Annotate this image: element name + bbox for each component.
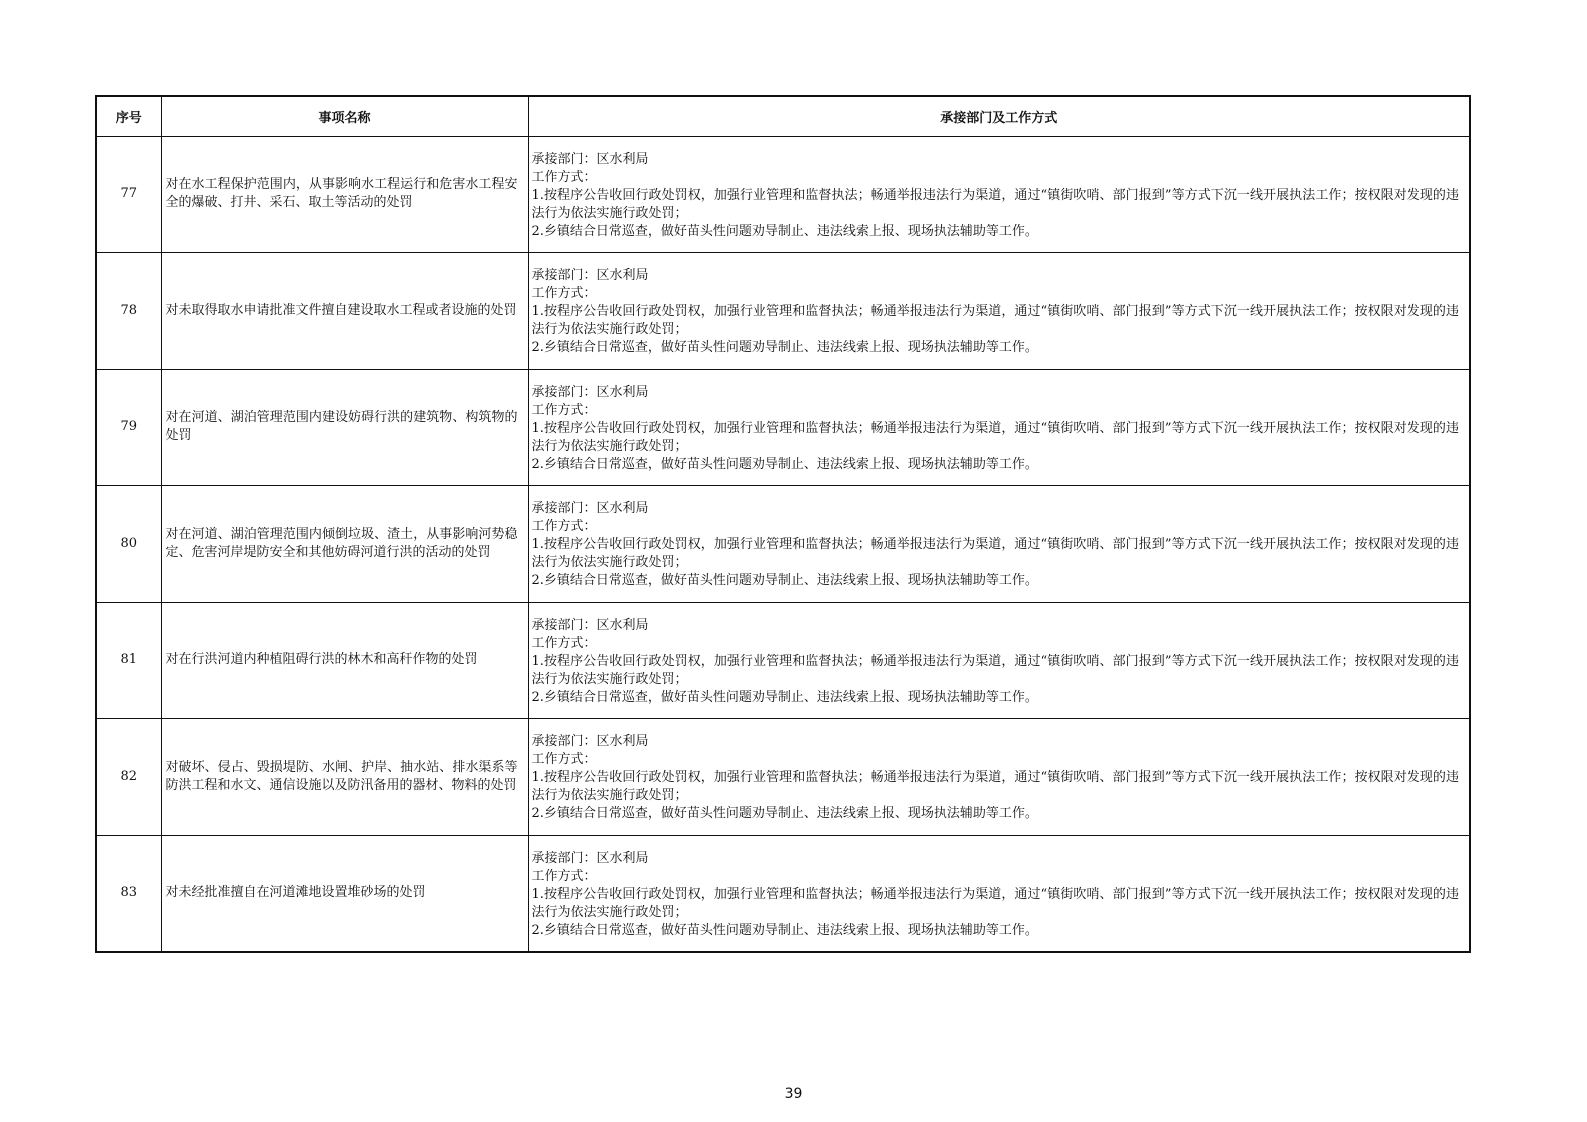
department-line: 承接部门：区水利局 — [531, 268, 649, 283]
page-number: 39 — [784, 1086, 803, 1102]
method-label: 工作方式： — [531, 519, 597, 534]
row-number: 81 — [96, 602, 161, 719]
department-line: 承接部门：区水利局 — [531, 501, 649, 516]
method-item-2: 2.乡镇结合日常巡查，做好苗头性问题劝导制止、违法线索上报、现场执法辅助等工作。 — [531, 806, 1038, 821]
method-item-1: 1.按程序公告收回行政处罚权，加强行业管理和监督执法；畅通举报违法行为渠道，通过“镇街吹哨、部门报到”等方式下沉一线开展执法工作；按权限对发现的违法行为依法实施行政处罚； — [531, 653, 1459, 687]
matter-name: 对未经批准擅自在河道滩地设置堆砂场的处罚 — [161, 835, 528, 952]
department-method-cell — [528, 253, 1470, 370]
department-line: 承接部门：区水利局 — [531, 617, 649, 633]
matter-name: 对破坏、侵占、毁损堤防、水闸、护岸、抽水站、排水渠系等防洪工程和水文、通信设施以及防汛备用的器材、物料的处罚 — [161, 719, 528, 836]
department-line: 承接部门：区水利局 — [531, 384, 649, 400]
department-method-cell — [528, 602, 1470, 719]
row-number: 79 — [96, 369, 161, 486]
matter-name: 对在河道、湖泊管理范围内建设妨碍行洪的建筑物、构筑物的处罚 — [161, 369, 528, 486]
method-label: 工作方式： — [531, 169, 597, 185]
table-row — [96, 719, 1470, 836]
method-item-1: 1.按程序公告收回行政处罚权，加强行业管理和监督执法；畅通举报违法行为渠道，通过“镇街吹哨、部门报到”等方式下沉一线开展执法工作；按权限对发现的违法行为依法实施行政处罚； — [531, 770, 1459, 803]
table-row — [96, 253, 1470, 370]
method-label: 工作方式： — [531, 635, 597, 651]
method-label: 工作方式： — [531, 286, 597, 301]
method-item-1: 1.按程序公告收回行政处罚权，加强行业管理和监督执法；畅通举报违法行为渠道，通过“镇街吹哨、部门报到”等方式下沉一线开展执法工作；按权限对发现的违法行为依法实施行政处罚； — [531, 886, 1459, 920]
method-label: 工作方式： — [531, 752, 597, 767]
matter-name: 对在河道、湖泊管理范围内倾倒垃圾、渣土，从事影响河势稳定、危害河岸堤防安全和其他妨碍河道行洪的活动的处罚 — [161, 486, 528, 603]
method-label: 工作方式： — [531, 868, 597, 884]
department-method-cell — [528, 835, 1470, 952]
row-number: 82 — [96, 719, 161, 836]
department-method-cell — [528, 719, 1470, 836]
method-item-2: 2.乡镇结合日常巡查，做好苗头性问题劝导制止、违法线索上报、现场执法辅助等工作。 — [531, 922, 1038, 938]
header-row — [96, 96, 1470, 136]
method-item-1: 1.按程序公告收回行政处罚权，加强行业管理和监督执法；畅通举报违法行为渠道，通过“镇街吹哨、部门报到”等方式下沉一线开展执法工作；按权限对发现的违法行为依法实施行政处罚； — [531, 420, 1459, 454]
table-header — [96, 96, 1470, 136]
table-row — [96, 835, 1470, 952]
table-row — [96, 602, 1470, 719]
row-number: 83 — [96, 835, 161, 952]
method-item-1: 1.按程序公告收回行政处罚权，加强行业管理和监督执法；畅通举报违法行为渠道，通过“镇街吹哨、部门报到”等方式下沉一线开展执法工作；按权限对发现的违法行为依法实施行政处罚； — [531, 304, 1459, 337]
matter-name: 对未取得取水申请批准文件擅自建设取水工程或者设施的处罚 — [161, 253, 528, 370]
method-item-2: 2.乡镇结合日常巡查，做好苗头性问题劝导制止、违法线索上报、现场执法辅助等工作。 — [531, 340, 1038, 355]
row-number: 78 — [96, 253, 161, 370]
method-item-2: 2.乡镇结合日常巡查，做好苗头性问题劝导制止、违法线索上报、现场执法辅助等工作。 — [531, 223, 1038, 239]
department-line: 承接部门：区水利局 — [531, 151, 649, 167]
department-method-cell — [528, 486, 1470, 603]
header-department-method: 承接部门及工作方式 — [528, 96, 1470, 136]
header-number: 序号 — [96, 96, 161, 136]
header-matter-name: 事项名称 — [161, 96, 528, 136]
table-row — [96, 486, 1470, 603]
table-row — [96, 136, 1470, 253]
row-number: 77 — [96, 136, 161, 253]
matter-name: 对在水工程保护范围内，从事影响水工程运行和危害水工程安全的爆破、打井、采石、取土等活动的处罚 — [161, 136, 528, 253]
department-line: 承接部门：区水利局 — [531, 734, 649, 749]
method-item-2: 2.乡镇结合日常巡查，做好苗头性问题劝导制止、违法线索上报、现场执法辅助等工作。 — [531, 689, 1038, 705]
table-row — [96, 369, 1470, 486]
table-body — [96, 136, 1470, 952]
department-method-cell — [528, 369, 1470, 486]
method-item-2: 2.乡镇结合日常巡查，做好苗头性问题劝导制止、违法线索上报、现场执法辅助等工作。 — [531, 573, 1038, 588]
matter-name: 对在行洪河道内种植阻碍行洪的林木和高秆作物的处罚 — [161, 602, 528, 719]
row-number: 80 — [96, 486, 161, 603]
method-label: 工作方式： — [531, 402, 597, 418]
method-item-1: 1.按程序公告收回行政处罚权，加强行业管理和监督执法；畅通举报违法行为渠道，通过“镇街吹哨、部门报到”等方式下沉一线开展执法工作；按权限对发现的违法行为依法实施行政处罚； — [531, 537, 1459, 570]
matters-table — [95, 95, 1471, 953]
department-method-cell — [528, 136, 1470, 253]
method-item-1: 1.按程序公告收回行政处罚权，加强行业管理和监督执法；畅通举报违法行为渠道，通过“镇街吹哨、部门报到”等方式下沉一线开展执法工作；按权限对发现的违法行为依法实施行政处罚； — [531, 187, 1459, 221]
method-item-2: 2.乡镇结合日常巡查，做好苗头性问题劝导制止、违法线索上报、现场执法辅助等工作。 — [531, 456, 1038, 472]
department-line: 承接部门：区水利局 — [531, 850, 649, 866]
